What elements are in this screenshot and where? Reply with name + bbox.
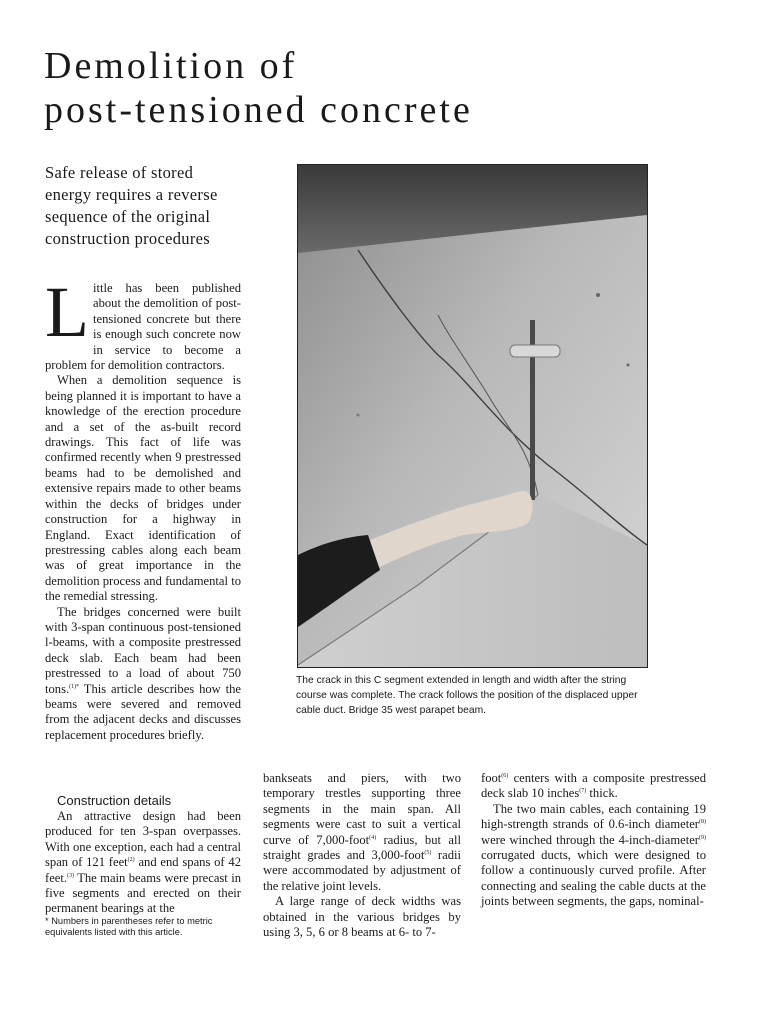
- article-subtitle: [45, 162, 255, 250]
- article-title: [44, 44, 564, 132]
- column-2: [263, 771, 461, 940]
- section-heading: Construction details: [57, 793, 172, 808]
- intro-paragraph-1: Little has been published about the demolition of post-tensioned concrete but there is enough such concrete now in service to become a problem for demolition contractors.: [45, 272, 241, 373]
- intro-paragraph-2: When a demolition sequence is being planned it is important to have a knowledge of the erection procedure and a set of the as-built record drawings. This fact of life was confirmed recently when 9 prestressed beams had to be demolished and extensive repairs made to other beams within the decks of bridges under construction for a highway in England. Exact identification of prestressing cables along each beam was of great importance in the demolition process and fundamental to the remedial stressing.: [45, 373, 241, 604]
- subtitle-line-4: construction procedures: [45, 229, 210, 248]
- footnote: * Numbers in parentheses refer to metric equivalents listed with this article.: [45, 916, 213, 937]
- photo-caption: The crack in this C segment extended in length and width after the string course was complete. The crack follows the position of the displaced upper cable duct. Bridge 35 west parapet beam.: [296, 675, 638, 716]
- construction-details-section: [45, 793, 241, 917]
- col3-paragraph-1: foot$^{(6)}$ centers with a composite prestressed deck slab 10 inches$^{(7)}$ thick.: [481, 771, 706, 801]
- section-paragraph-1: An attractive design had been produced for ten 3-span overpasses. With one exception, each had a central span of 121 feet$^{(2)}$ and end spans of 42 feet.$^{(3)}$ The main beams were precast in five segments and erected on their permanent bearings at the: [45, 809, 241, 916]
- subtitle-line-3: sequence of the original: [45, 207, 211, 226]
- title-line-2: post-tensioned concrete: [44, 89, 473, 131]
- photo-illustration: [298, 165, 647, 667]
- title-line-1: Demolition of: [44, 45, 298, 87]
- intro-column: [45, 272, 241, 743]
- crack-photo: [297, 164, 648, 668]
- intro-paragraph-3: The bridges concerned were built with 3-span continuous post-tensioned l-beams, with a composite prestressed deck slab. Each beam had been prestressed to a load of about 750 tons.$^{(1)*}$ This article describes how the beams were severed and removed from the adjacent decks and discusses replacement procedures briefly.: [45, 604, 241, 742]
- subtitle-line-2: energy requires a reverse: [45, 185, 218, 204]
- col3-paragraph-2: The two main cables, each containing 19 high-strength strands of 0.6-inch diameter$^{(8)}$ were winched through the 4-inch-diameter$^{(9)}$ corrugated ducts, which were designed to follow a continuously curved profile. After connecting and sealing the cable ducts at the joints between segments, the gaps, nominal-: [481, 801, 706, 909]
- subtitle-line-1: Safe release of stored: [45, 163, 194, 182]
- column-3: [481, 771, 706, 910]
- footnote-ref: (1)*: [69, 683, 80, 690]
- drop-cap: L: [45, 272, 89, 352]
- col2-paragraph-1: bankseats and piers, with two temporary trestles supporting three segments in the main span. All segments were cast to suit a vertical curve of 7,000-foot$^{(4)}$ radius, but all straight grades and 3,000-foot$^{(5)}$ radii were accommodated by adjustment of the relative joint levels.: [263, 771, 461, 893]
- col2-paragraph-2: A large range of deck widths was obtained in the various bridges by using 3, 5, 6 or 8 beams at 6- to 7-: [263, 894, 461, 940]
